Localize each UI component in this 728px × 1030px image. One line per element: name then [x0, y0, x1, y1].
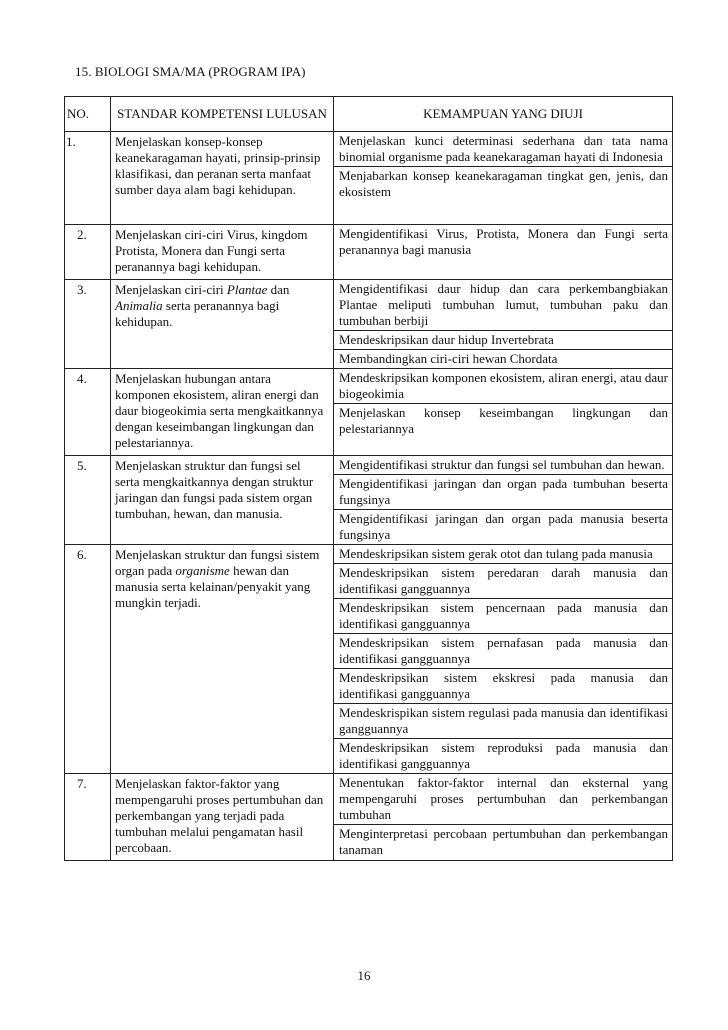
competency-table	[64, 96, 673, 861]
header-standar-kompetensi: STANDAR KOMPETENSI LULUSAN	[111, 97, 334, 132]
table-row	[65, 774, 673, 861]
table-row	[65, 456, 673, 545]
standar-cell: Menjelaskan konsep-konsep keanekaragaman hayati, prinsip-prinsip klasifikasi, dan peranan serta manfaat sumber daya alam bagi kehidupan.	[111, 132, 334, 225]
row-number: 5.	[65, 456, 111, 545]
standar-text: Menjelaskan ciri-ciri	[115, 282, 227, 297]
standar-text: serta peranannya bagi kehidupan.	[115, 298, 280, 329]
kemampuan-item: Mendeskripsikan sistem reproduksi pada manusia dan identifikasi gangguannya	[339, 740, 668, 771]
kemampuan-item: Mendeskripsikan sistem ekskresi pada manusia dan identifikasi gangguannya	[334, 669, 672, 704]
kemampuan-item: Mendeskripsikan sistem gerak otot dan tulang pada manusia	[334, 545, 672, 564]
kemampuan-item: Mengidentifikasi struktur dan fungsi sel tumbuhan dan hewan.	[334, 456, 672, 475]
standar-cell	[111, 545, 334, 774]
kemampuan-item: Mendeskripsikan sistem pernafasan pada manusia dan identifikasi gangguannya	[334, 634, 672, 669]
document-title: 15. BIOLOGI SMA/MA (PROGRAM IPA)	[75, 64, 306, 79]
table-header-row	[65, 97, 673, 132]
row-number: 4.	[65, 369, 111, 456]
kemampuan-item: Menjelaskan kunci determinasi sederhana dan tata nama binomial organisme pada keanekaragaman hayati di Indonesia	[334, 132, 672, 167]
table-row	[65, 280, 673, 369]
table-row	[65, 545, 673, 774]
kemampuan-item: Menjabarkan konsep keanekaragaman tingkat gen, jenis, dan ekosistem	[339, 168, 668, 199]
standar-cell: Menjelaskan ciri-ciri Virus, kingdom Protista, Monera dan Fungi serta peranannya bagi kehidupan.	[111, 225, 334, 280]
table-row	[65, 225, 673, 280]
standar-text: dan	[267, 282, 290, 297]
kemampuan-item: Menjelaskan konsep keseimbangan lingkungan dan pelestariannya	[339, 405, 668, 436]
row-number: 7.	[65, 774, 111, 861]
table-row	[65, 132, 673, 225]
row-number: 2.	[65, 225, 111, 280]
kemampuan-item: Mendeskrispikan sistem regulasi pada manusia dan identifikasi gangguannya	[334, 704, 672, 739]
standar-italic-plantae: Plantae	[226, 282, 268, 297]
kemampuan-cell	[334, 225, 673, 280]
header-kemampuan: KEMAMPUAN YANG DIUJI	[334, 97, 673, 132]
kemampuan-item: Mendeskripsikan komponen ekosistem, aliran energi, atau daur biogeokimia	[334, 369, 672, 404]
kemampuan-item: Mengidentifikasi jaringan dan organ pada manusia beserta fungsinya	[339, 511, 668, 542]
standar-text: Menjelaskan struktur dan fungsi sistem organ pada	[115, 547, 320, 578]
kemampuan-cell	[334, 280, 673, 369]
standar-text: hewan dan manusia serta kelainan/penyakit yang mungkin terjadi.	[115, 563, 311, 610]
kemampuan-cell	[334, 369, 673, 456]
kemampuan-item: Mendeskripsikan sistem peredaran darah manusia dan identifikasi gangguannya	[334, 564, 672, 599]
table-row	[65, 369, 673, 456]
kemampuan-item: Menentukan faktor-faktor internal dan eksternal yang mempengaruhi proses pertumbuhan dan perkembangan tumbuhan	[334, 774, 672, 825]
standar-cell: Menjelaskan faktor-faktor yang mempengaruhi proses pertumbuhan dan perkembangan yang terjadi pada tumbuhan melalui pengamatan hasil percobaan.	[111, 774, 334, 861]
kemampuan-cell	[334, 132, 673, 225]
row-number-text: 1.	[66, 134, 76, 149]
kemampuan-item: Membandingkan ciri-ciri hewan Chordata	[339, 351, 558, 366]
kemampuan-cell	[334, 456, 673, 545]
kemampuan-item: Mendeskripsikan sistem pencernaan pada manusia dan identifikasi gangguannya	[334, 599, 672, 634]
kemampuan-item: Mengidentifikasi Virus, Protista, Monera dan Fungi serta peranannya bagi manusia	[339, 226, 668, 257]
page-number: 16	[357, 968, 371, 983]
kemampuan-item: Mengidentifikasi daur hidup dan cara perkembangbiakan Plantae meliputi tumbuhan lumut, tumbuhan paku dan tumbuhan berbiji	[334, 280, 672, 331]
row-number: 6.	[65, 545, 111, 774]
standar-cell	[111, 280, 334, 369]
standar-italic-animalia: Animalia	[115, 298, 163, 313]
kemampuan-item: Mendeskripsikan daur hidup Invertebrata	[334, 331, 672, 350]
row-number	[65, 132, 111, 225]
kemampuan-item: Menginterpretasi percobaan pertumbuhan dan perkembangan tanaman	[339, 826, 668, 857]
kemampuan-item: Mengidentifikasi jaringan dan organ pada tumbuhan beserta fungsinya	[334, 475, 672, 510]
standar-cell: Menjelaskan struktur dan fungsi sel serta mengkaitkannya dengan struktur jaringan dan fungsi pada sistem organ tumbuhan, hewan, dan manusia.	[111, 456, 334, 545]
standar-cell: Menjelaskan hubungan antara komponen ekosistem, aliran energi dan daur biogeokimia serta mengkaitkannya dengan keseimbangan lingkungan dan pelestariannya.	[111, 369, 334, 456]
header-no: NO.	[65, 97, 111, 132]
standar-italic-organisme: organisme	[175, 563, 230, 578]
row-number: 3.	[65, 280, 111, 369]
kemampuan-cell	[334, 545, 673, 774]
kemampuan-cell	[334, 774, 673, 861]
